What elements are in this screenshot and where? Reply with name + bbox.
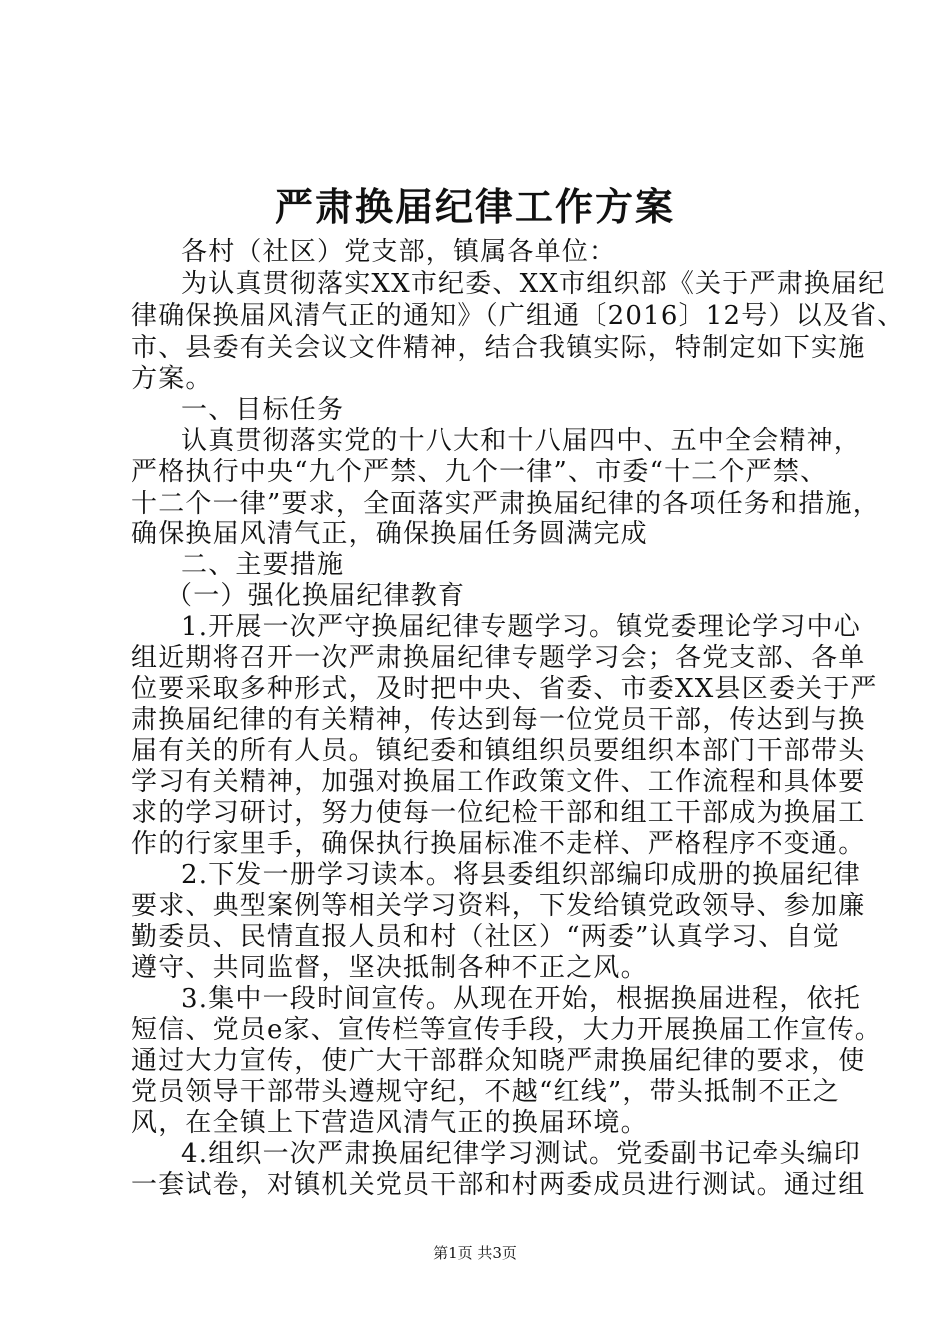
text-line: 1.开展一次严守换届纪律专题学习。镇党委理论学习中心 — [181, 612, 862, 642]
text-line: 一套试卷，对镇机关党员干部和村两委成员进行测试。通过组 — [131, 1170, 866, 1200]
text-line: 严格执行中央“九个严禁、九个一律”、市委“十二个严禁、 — [131, 457, 828, 487]
text-line: 4.组织一次严肃换届纪律学习测试。党委副书记牵头编印 — [181, 1139, 862, 1169]
text-line: 市、县委有关会议文件精神，结合我镇实际，特制定如下实施 — [131, 333, 866, 363]
text-line: 遵守、共同监督，坚决抵制各种不正之风。 — [131, 953, 648, 983]
text-line: 党员领导干部带头遵规守纪，不越“红线”，带头抵制不正之 — [131, 1077, 840, 1107]
text-line: 律确保换届风清气正的通知》（广组通〔2016〕12号）以及省、 — [131, 301, 905, 331]
text-line: 十二个一律”要求，全面落实严肃换届纪律的各项任务和措施， — [131, 489, 880, 519]
document-title: 严肃换届纪律工作方案 — [274, 184, 675, 229]
text-line: 方案。 — [131, 364, 213, 394]
section-heading: 二、主要措施 — [181, 550, 345, 580]
text-line: 作的行家里手，确保执行换届标准不走样、严格程序不变通。 — [131, 829, 866, 859]
text-line: 学习有关精神，加强对换届工作政策文件、工作流程和具体要 — [131, 767, 866, 797]
text-line: 肃换届纪律的有关精神，传达到每一位党员干部，传达到与换 — [131, 705, 866, 735]
text-line: 要求、典型案例等相关学习资料，下发给镇党政领导、参加廉 — [131, 891, 866, 921]
text-line: 认真贯彻落实党的十八大和十八届四中、五中全会精神， — [181, 426, 862, 456]
text-line: 2.下发一册学习读本。将县委组织部编印成册的换届纪律 — [181, 860, 862, 890]
subsection-heading: （一）强化换届纪律教育 — [166, 581, 466, 611]
text-line: 组近期将召开一次严肃换届纪律专题学习会；各党支部、各单 — [131, 643, 866, 673]
text-line: 为认真贯彻落实XX市纪委、XX市组织部《关于严肃换届纪 — [181, 269, 886, 299]
text-line: 届有关的所有人员。镇纪委和镇组织员要组织本部门干部带头 — [131, 736, 866, 766]
page-footer: 第1页 共3页 — [433, 1244, 517, 1262]
text-line: 3.集中一段时间宣传。从现在开始，根据换届进程，依托 — [181, 984, 862, 1014]
text-line: 确保换届风清气正，确保换届任务圆满完成 — [131, 519, 648, 549]
text-line: 风，在全镇上下营造风清气正的换届环境。 — [131, 1108, 648, 1138]
text-line: 短信、党员e家、宣传栏等宣传手段，大力开展换届工作宣传。 — [131, 1015, 882, 1045]
text-line: 位要采取多种形式，及时把中央、省委、市委XX县区委关于严 — [131, 674, 878, 704]
text-line: 勤委员、民情直报人员和村（社区）“两委”认真学习、自觉 — [131, 922, 840, 952]
text-line: 通过大力宣传，使广大干部群众知晓严肃换届纪律的要求，使 — [131, 1046, 866, 1076]
section-heading: 一、目标任务 — [181, 395, 345, 425]
text-line: 求的学习研讨，努力使每一位纪检干部和组工干部成为换届工 — [131, 798, 866, 828]
salutation-line: 各村（社区）党支部，镇属各单位： — [181, 237, 617, 267]
